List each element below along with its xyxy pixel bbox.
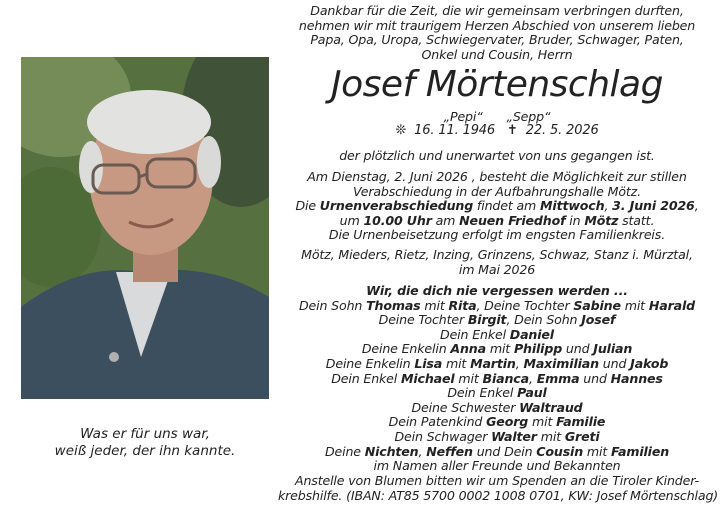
ceremony-line bbox=[278, 199, 716, 214]
text: Deine Enkelin bbox=[325, 355, 415, 371]
mourner-name: Thomas bbox=[366, 297, 421, 313]
ceremony-line: Die Urnenbeisetzung erfolgt im engsten Familienkreis. bbox=[328, 227, 666, 243]
text: am bbox=[431, 212, 460, 228]
text: Die bbox=[295, 198, 320, 214]
text: und bbox=[579, 370, 611, 386]
mourner-name: Familien bbox=[611, 443, 670, 459]
mourner-name: Julian bbox=[593, 341, 633, 357]
text: findet am bbox=[473, 198, 541, 214]
life-dates bbox=[278, 124, 716, 139]
text: Deine Schwester bbox=[411, 399, 520, 415]
text: und bbox=[598, 355, 631, 371]
text: mit bbox=[583, 443, 611, 459]
intro-line: Dankbar für die Zeit, die wir gemeinsam verbringen durften, bbox=[310, 3, 684, 18]
places-line: Mötz, Mieders, Rietz, Inzing, Grinzens, Schwaz, Stanz i. Mürztal, bbox=[301, 247, 693, 262]
mourner-name: Maximilian bbox=[523, 355, 599, 371]
places-date bbox=[278, 248, 716, 277]
mourner-name: Birgit bbox=[467, 312, 507, 328]
nickname: „Sepp“ bbox=[506, 109, 551, 124]
quote-line: Was er für uns war, bbox=[80, 426, 210, 442]
text: und Dein bbox=[472, 443, 537, 459]
cross-icon: ✝ bbox=[507, 123, 518, 138]
text: , bbox=[515, 355, 524, 371]
nicknames bbox=[278, 110, 716, 125]
text: mit bbox=[620, 297, 649, 313]
text: in bbox=[565, 212, 585, 228]
text: Dein Enkel bbox=[331, 370, 401, 386]
ceremony-info bbox=[278, 170, 716, 243]
mourner-row bbox=[278, 328, 716, 343]
mourner-name: Martin bbox=[470, 355, 516, 371]
text: Urnenverabschiedung bbox=[319, 198, 474, 214]
mourner-name: Nichten bbox=[364, 443, 419, 459]
intro-line: Onkel und Cousin, Herrn bbox=[421, 46, 573, 62]
mourner-row bbox=[278, 401, 716, 416]
text: und bbox=[562, 341, 594, 357]
text: , bbox=[418, 443, 427, 459]
text: Dein Patenkind bbox=[388, 414, 487, 430]
mourner-name: Harald bbox=[648, 297, 696, 313]
mourner-row bbox=[278, 299, 716, 314]
mourner-name: Georg bbox=[486, 414, 529, 430]
text: mit bbox=[528, 414, 557, 430]
mourner-row bbox=[278, 430, 716, 445]
text: statt. bbox=[618, 212, 655, 228]
text: Deine Tochter bbox=[378, 312, 468, 328]
ceremony-line bbox=[278, 214, 716, 229]
mourner-row bbox=[278, 372, 716, 387]
ceremony-line: Am Dienstag, 2. Juni 2026 , besteht die Möglichkeit zur stillen bbox=[307, 169, 687, 184]
mourner-name: Neffen bbox=[426, 443, 473, 459]
text: um bbox=[339, 212, 364, 228]
mourner-row bbox=[278, 415, 716, 430]
mourner-name: Lisa bbox=[414, 355, 443, 371]
text: mit bbox=[485, 341, 514, 357]
mourner-name: Bianca bbox=[482, 370, 529, 386]
text: mit bbox=[420, 297, 449, 313]
mourner-name: Michael bbox=[400, 370, 455, 386]
intro-line: Papa, Opa, Uropa, Schwiegervater, Bruder, Schwager, Paten, bbox=[310, 32, 684, 48]
birth-star-icon: ❊ bbox=[395, 123, 407, 138]
text: mit bbox=[536, 428, 565, 444]
text: , Deine Tochter bbox=[476, 297, 574, 313]
text: Mötz bbox=[584, 212, 619, 228]
text: Mittwoch bbox=[540, 198, 605, 214]
text: , bbox=[694, 198, 699, 214]
text: mit bbox=[454, 370, 483, 386]
mourner-name: Sabine bbox=[573, 297, 621, 313]
text: Neuen Friedhof bbox=[459, 212, 566, 228]
mourner-name: Rita bbox=[448, 297, 477, 313]
text: , bbox=[604, 198, 613, 214]
mourners-title: Wir, die dich nie vergessen werden ... bbox=[366, 283, 628, 298]
mourner-row bbox=[278, 445, 716, 460]
mourner-name: Emma bbox=[536, 370, 580, 386]
deceased-name: Josef Mörtenschlag bbox=[331, 64, 663, 105]
memorial-quote bbox=[21, 426, 269, 460]
intro-text bbox=[278, 4, 716, 62]
mourner-name: Greti bbox=[564, 428, 600, 444]
text: Dein Sohn bbox=[298, 297, 367, 313]
mourner-name: Daniel bbox=[509, 326, 554, 342]
text: , Dein Sohn bbox=[506, 312, 582, 328]
mourner-row bbox=[278, 342, 716, 357]
mourner-name: Hannes bbox=[610, 370, 663, 386]
text: 3. Juni 2026 bbox=[612, 198, 695, 214]
text: 10.00 Uhr bbox=[363, 212, 432, 228]
quote-line: weiß jeder, der ihn kannte. bbox=[54, 443, 236, 459]
nickname: „Pepi“ bbox=[443, 109, 483, 124]
mourner-closing: im Namen aller Freunde und Bekannten bbox=[373, 458, 621, 474]
portrait-photo bbox=[21, 57, 269, 399]
mourner-name: Waltraud bbox=[519, 399, 583, 415]
mourner-name: Anna bbox=[450, 341, 486, 357]
intro-line: nehmen wir mit traurigem Herzen Abschied von unserem lieben bbox=[298, 17, 696, 33]
text: Dein Enkel bbox=[440, 326, 510, 342]
mourner-name: Jakob bbox=[630, 355, 669, 371]
mourner-name: Paul bbox=[517, 385, 547, 401]
text: mit bbox=[442, 355, 471, 371]
mourners-list bbox=[278, 284, 716, 474]
birth-date: 16. 11. 1946 bbox=[414, 123, 496, 138]
donation-note bbox=[278, 473, 719, 503]
mourner-name: Familie bbox=[556, 414, 606, 430]
donation-line: Anstelle von Blumen bitten wir um Spenden an die Tiroler Kinder- bbox=[294, 473, 699, 488]
text: Dein Schwager bbox=[394, 428, 492, 444]
mourner-name: Walter bbox=[491, 428, 537, 444]
mourner-row bbox=[278, 386, 716, 401]
ceremony-line: Verabschiedung in der Aufbahrungshalle Mötz. bbox=[353, 183, 641, 199]
mourner-name: Philipp bbox=[513, 341, 563, 357]
donation-line: krebshilfe. (IBAN: AT85 5700 0002 1008 0701, KW: Josef Mörtenschlag) bbox=[278, 487, 719, 503]
portrait-illustration bbox=[21, 57, 269, 399]
date-line: im Mai 2026 bbox=[458, 261, 536, 277]
text: Deine bbox=[324, 443, 365, 459]
text: Deine Enkelin bbox=[361, 341, 451, 357]
mourner-row bbox=[278, 313, 716, 328]
death-date: 22. 5. 2026 bbox=[525, 123, 599, 138]
mourner-name: Josef bbox=[581, 312, 616, 328]
passing-text: der plötzlich und unerwartet von uns gegangen ist. bbox=[339, 148, 655, 163]
mourner-row bbox=[278, 357, 716, 372]
text: Dein Enkel bbox=[447, 385, 518, 401]
text: , bbox=[528, 370, 537, 386]
mourner-name: Cousin bbox=[536, 443, 584, 459]
